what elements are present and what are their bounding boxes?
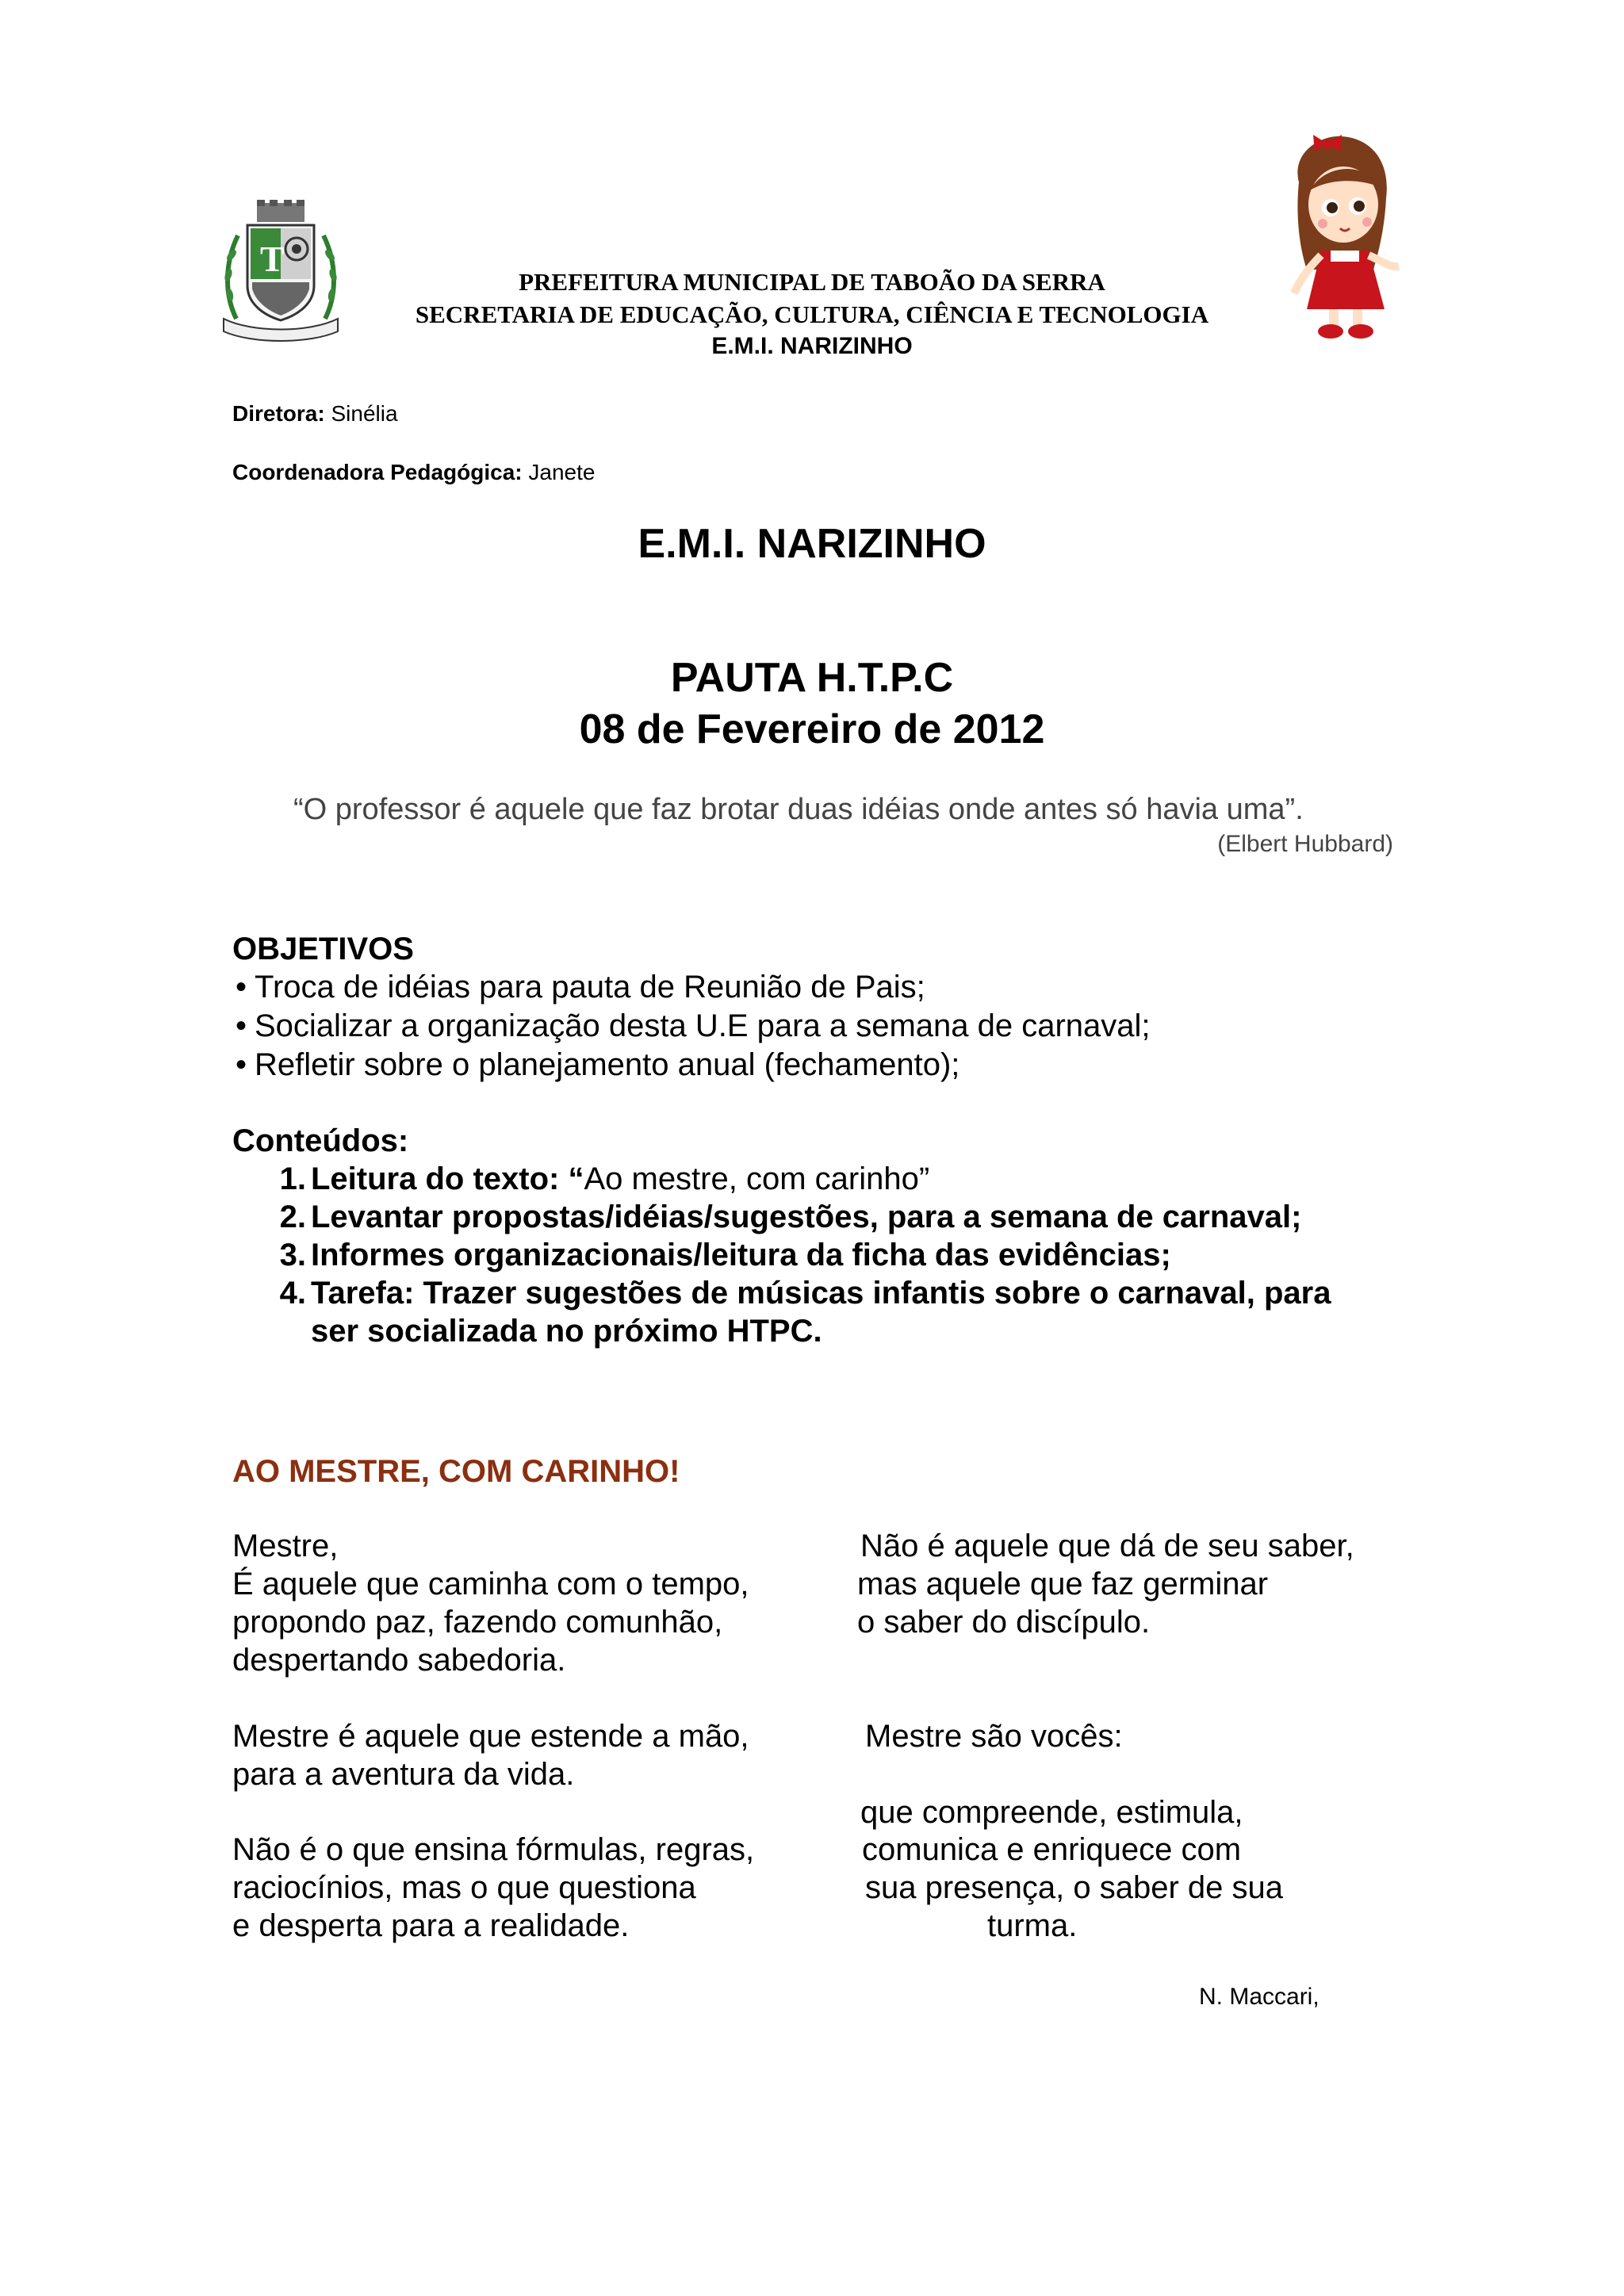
poem-line: Mestre são vocês: — [865, 1719, 1123, 1754]
director-name: Sinélia — [331, 401, 398, 426]
poem-line: e desperta para a realidade. — [232, 1908, 630, 1943]
poem-line: o saber do discípulo. — [857, 1605, 1151, 1640]
director-line — [232, 401, 398, 427]
coordinator-name: Janete — [528, 460, 596, 484]
poem-line: Mestre é aquele que estende a mão, — [232, 1719, 749, 1754]
objective-item: • Troca de idéias para pauta de Reunião de Pais; — [236, 970, 925, 1004]
poem-line: comunica e enriquece com — [862, 1832, 1242, 1867]
svg-text:T: T — [260, 239, 285, 279]
content-item: 2. Levantar propostas/idéias/sugestões, para a semana de carnaval; — [279, 1200, 1302, 1234]
content-item: 3. Informes organizacionais/leitura da ficha das evidências; — [279, 1238, 1171, 1272]
coordinator-label: Coordenadora Pedagógica: — [232, 460, 523, 484]
poem-line: propondo paz, fazendo comunhão, — [232, 1605, 723, 1640]
header-secretariat: SECRETARIA DE EDUCAÇÃO, CULTURA, CIÊNCIA E TECNOLOGIA — [415, 300, 1209, 328]
quote-author: (Elbert Hubbard) — [1217, 831, 1393, 857]
poem-line: Não é aquele que dá de seu saber, — [860, 1529, 1354, 1563]
content-item: 4. Tarefa: Trazer sugestões de músicas infantis sobre o carnaval, para — [279, 1276, 1331, 1311]
poem-line: que compreende, estimula, — [860, 1795, 1243, 1830]
quote-text: “O professor é aquele que faz brotar duas idéias onde antes só havia uma”. — [293, 793, 1304, 826]
director-label: Diretora: — [232, 401, 325, 426]
coordinator-line — [232, 460, 595, 485]
poem-line: para a aventura da vida. — [232, 1757, 575, 1792]
objective-item: • Socializar a organização desta U.E para a semana de carnaval; — [236, 1008, 1151, 1043]
content-item-continuation: ser socializada no próximo HTPC. — [311, 1314, 822, 1349]
poem-line: É aquele que caminha com o tempo, — [232, 1567, 749, 1601]
poem-line: Não é o que ensina fórmulas, regras, — [232, 1832, 755, 1867]
contents-heading: Conteúdos: — [232, 1123, 409, 1158]
poem-line: sua presença, o saber de sua — [865, 1870, 1284, 1905]
objective-item: • Refletir sobre o planejamento anual (fechamento); — [236, 1047, 960, 1082]
poem-title: AO MESTRE, COM CARINHO! — [232, 1454, 680, 1489]
poem-line: despertando sabedoria. — [232, 1643, 566, 1678]
poem-line: mas aquele que faz germinar — [857, 1567, 1269, 1601]
agenda-date: 08 de Fevereiro de 2012 — [579, 706, 1045, 752]
poem-line: Mestre, — [232, 1529, 339, 1563]
header-school: E.M.I. NARIZINHO — [711, 333, 913, 359]
content-item: 1. Leitura do texto: “Ao mestre, com carinho” — [279, 1161, 930, 1196]
school-title: E.M.I. NARIZINHO — [638, 521, 986, 567]
header-municipality: PREFEITURA MUNICIPAL DE TABOÃO DA SERRA — [519, 268, 1105, 296]
agenda-title: PAUTA H.T.P.C — [670, 655, 954, 701]
poem-signature: N. Maccari, — [1199, 1984, 1320, 2010]
poem-line: turma. — [987, 1908, 1078, 1943]
objectives-heading: OBJETIVOS — [232, 932, 414, 966]
poem-line: raciocínios, mas o que questiona — [232, 1870, 696, 1905]
